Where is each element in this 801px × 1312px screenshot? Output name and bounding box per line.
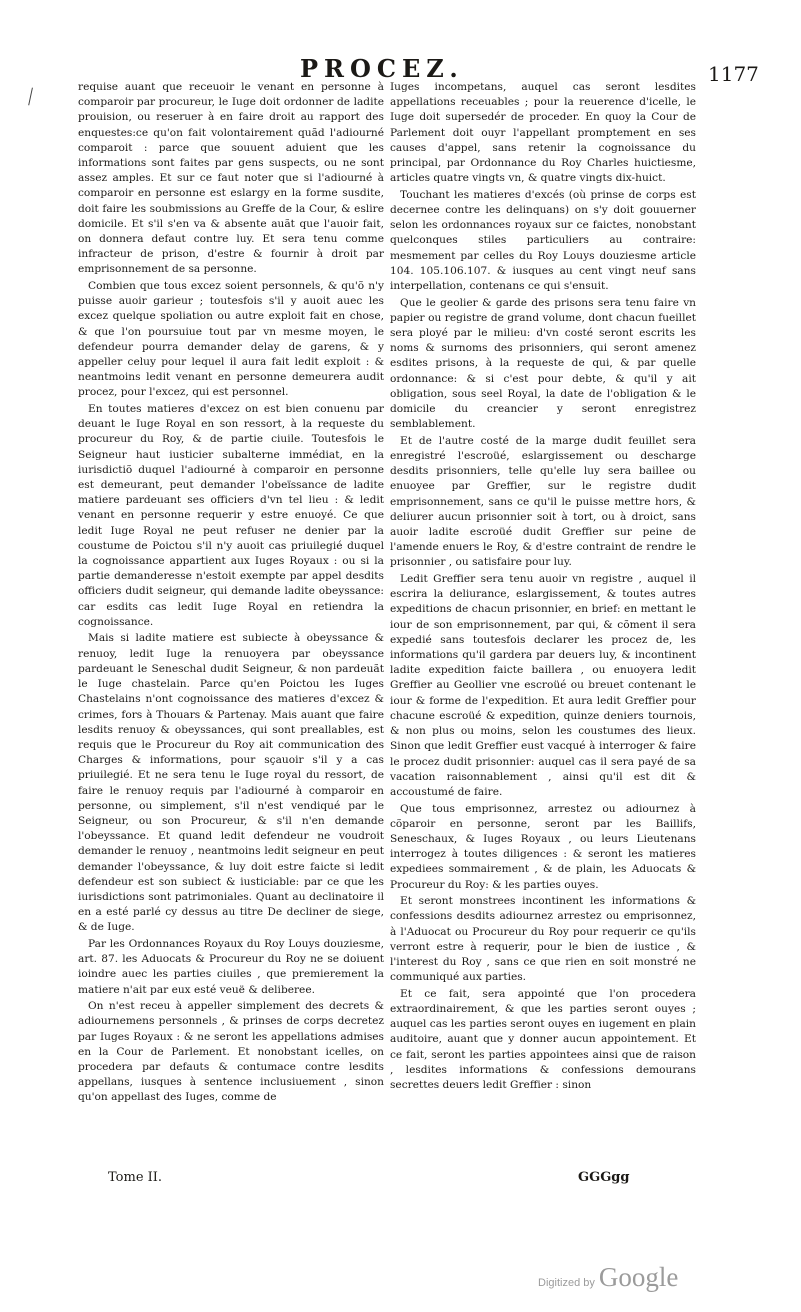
paragraph: Que le geolier & garde des prisons sera tenu faire vn papier ou registre de grand volume, dont chacun fueillet sera ployé par le milieu: d'vn costé seront escrits les noms & surnoms des prisonniers, qui seront amenez esdites prisons, à la requeste de qui, & par quelle ordonnance: & si c'est pour debte, & qu'il y ait obligation, sous seel Royal, la date de l'obligation & le domicile du creancier y seront enregistrez semblablement. [390, 296, 696, 431]
volume-label: Tome II. [108, 1170, 163, 1185]
paragraph: Et de l'autre costé de la marge dudit feuillet sera enregistré l'escroüé, eslargissement ou descharge desdits prisonniers, telle qu'elle luy sera baillee ou enuoyee par Greffier, sur le registre dudit emprisonnement, sans ce qu'il le puisse mettre hors, & deliurer aucun prisonnier soit à tort, ou à droict, sans auoir ladite escroüé dudit Greffier sur peine de l'amende enuers le Roy, & d'estre contraint de rendre le prisonnier , ou satisfaire pour luy. [390, 434, 696, 569]
paragraph: En toutes matieres d'excez on est bien conuenu par deuant le Iuge Royal en son ressort, à la requeste du procureur du Roy, & de partie ciuile. Toutesfois le Seigneur haut iusticier subalterne immédiat, en la iurisdictiõ duquel l'adiourné à comparoir en personne est demeurant, peut demander l'obeïssance de ladite matiere pardeuant ses officiers d'vn tel lieu : & ledit venant en personne requerir y estre enuoyé. Ce que ledit Iuge Royal ne peut refuser ne denier par la coustume de Poictou s'il n'y auoit cas priuilegié duquel la cognoissance appartient aux Iuges Royaux : ou si la partie demanderesse n'estoit exempte par appel desdits officiers dudit seigneur, qui demande ladite obeyssance: car esdits cas ledit Iuge Royal en retiendra la cognoissance. [78, 403, 384, 628]
margin-mark [28, 88, 38, 107]
paragraph: Et seront monstrees incontinent les informations & confessions desdits adiournez arrestez ou emprisonnez, à l'Aduocat ou Procureur du Roy pour requerir ce qu'ils verront estre à requerir, pour le bien de iustice , & l'interest du Roy , sans ce que rien en soit monstré ne communiqué aux parties. [390, 895, 696, 984]
left-column [78, 80, 384, 1107]
paragraph: Ledit Greffier sera tenu auoir vn registre , auquel il escrira la deliurance, eslargissement, & toutes autres expeditions de chacun prisonnier, en brief: en mettant le iour de son emprisonnement, par qui, & cõment il sera expedié sans toutesfois declarer les procez de, les informations qu'il gardera par deuers luy, & incontinent ladite expedition faicte baillera , ou enuoyera ledit Greffier au Geollier vne escroüé ou breuet contenant le iour & forme de l'expedition. Et aura ledit Greffier pour chacune escroüé & expedition, quinze deniers tournois, & non plus ou moins, selon les coustumes des lieux. Sinon que ledit Greffier eust vacqué à interroger & faire le procez dudit prisonnier: auquel cas il sera payé de sa vacation raisonnablement , ainsi qu'il est dit & accoustumé de faire. [390, 573, 696, 798]
paragraph: Et ce fait, sera appointé que l'on procedera extraordinairement, & que les parties seront ouyes ; auquel cas les parties seront ouyes en iugement en plain auditoire, auant que y donner aucun appointement. Et ce fait, seront les parties appointees ainsi que de raison , lesdites informations & confessions demourans secrettes deuers ledit Greffier : sinon [390, 987, 696, 1091]
paragraph: Que tous emprisonnez, arrestez ou adiournez à cõparoir en personne, seront par les Baillifs, Seneschaux, & Iuges Royaux , ou leurs Lieutenans interrogez à toutes diligences : & seront les matieres expediees sommairement , & de plain, les Aduocats & Procureur du Roy: & les parties ouyes. [390, 802, 696, 891]
paragraph: Mais si ladite matiere est subiecte à obeyssance & renuoy, ledit Iuge la renuoyera par obeyssance pardeuant le Seneschal dudit Seigneur, & non pardeuãt le Iuge chastelain. Parce qu'en Poictou les Iuges Chastelains n'ont cognoissance des matieres d'excez & crimes, fors à Thouars & Partenay. Mais auant que faire lesdits renuoy & obeyssances, qui sont preallables, est requis que le Procureur du Roy ait communication des Charges & informations, pour sçauoir s'il y a cas priuilegié. Et ne sera tenu le Iuge royal du ressort, de faire le renuoy requis par l'adiourné à comparoir en personne, ou simplement, s'il n'est vendiqué par le Seigneur, ou son Procureur, & s'il n'en demande l'obeyssance. Et quand ledit defendeur ne voudroit demander le renuoy , neantmoins ledit seigneur en peut demander l'obeyssance, & luy doit estre faicte si ledit defendeur est son subiect & iusticiable: par ce que les iurisdictions sont patrimoniales. Quant au declinatoire il en a esté parlé cy dessus au titre De decliner de siege, & de Iuge. [78, 632, 384, 934]
paragraph: requise auant que receuoir le venant en personne à comparoir par procureur, le Iuge doit ordonner de ladite prouision, ou reseruer à en faire droit au rapport des enquestes:ce qu'on fait volontairement quãd l'adiourné comparoit : parce que souuent aduient que les informations sont faites par gens suspects, ou ne sont assez amples. Et sur ce faut noter que si l'adiourné à comparoir en personne est eslargy en la forme susdite, doit faire les soubmissions au Greffe de la Cour, & eslire domicile. Et s'il s'en va & absente auãt que l'auoir fait, on donnera defaut contre luy. Et sera tenu comme infracteur de prison, d'estre & fournir à droit par emprisonnement de sa personne. [78, 81, 384, 276]
paragraph: Touchant les matieres d'excés (où prinse de corps est decernee contre les delinquans) on s'y doit gouuerner selon les ordonnances royaux sur ce faictes, nonobstant quelconques stiles particuliers au contraire: mesmement par celles du Roy Louys douziesme article 104. 105.106.107. & iusques au cent vingt neuf sans interpellation, contenans ce qui s'ensuit. [390, 188, 696, 293]
digitization-watermark [538, 1262, 678, 1293]
paragraph: Iuges incompetans, auquel cas seront lesdites appellations receuables ; pour la reuerence d'icelle, le Iuge doit supersedér de proceder. En quoy la Cour de Parlement doit ouyr l'appellant promptement en ses causes d'appel, sans retenir la cognoissance du principal, par Ordonnance du Roy Charles huictiesme, articles quatre vingts vn, & quatre vingts dix-huict. [390, 81, 696, 185]
paragraph: On n'est receu à appeller simplement des decrets & adiournemens personnels , & prinses de corps decretez par Iuges Royaux : & ne seront les appellations admises en la Cour de Parlement. Et nonobstant icelles, on procedera par defauts & contumace contre lesdits appellans, iusques à sentence inclusiuement , sinon qu'on appellast des Iuges, comme de [78, 1000, 384, 1104]
watermark-caption: Digitized by [538, 1277, 595, 1289]
google-logo: Google [598, 1262, 679, 1292]
paragraph: Par les Ordonnances Royaux du Roy Louys douziesme, art. 87. les Aduocats & Procureur du Roy ne se doiuent ioindre auec les parties ciuiles , que premierement la matiere n'ait par eux esté veuë & deliberee. [78, 937, 384, 996]
paragraph: Combien que tous excez soient personnels, & qu'õ n'y puisse auoir garieur ; toutesfois s'il y auoit auec les excez quelque spoliation ou autre exploit fait en chose, & que l'on poursuiue tout par vn mesme moyen, le defendeur pourra demander delay de garens, & y appeller celuy pour lequel il aura fait ledit exploit : & neantmoins ledit venant en personne demeurera audit procez, pour l'excez, qui est personnel. [78, 280, 384, 399]
right-column [390, 80, 696, 1095]
signature-mark: GGGgg [578, 1170, 630, 1185]
page-number: 1177 [708, 62, 759, 86]
running-title: PROCEZ. [300, 54, 464, 83]
